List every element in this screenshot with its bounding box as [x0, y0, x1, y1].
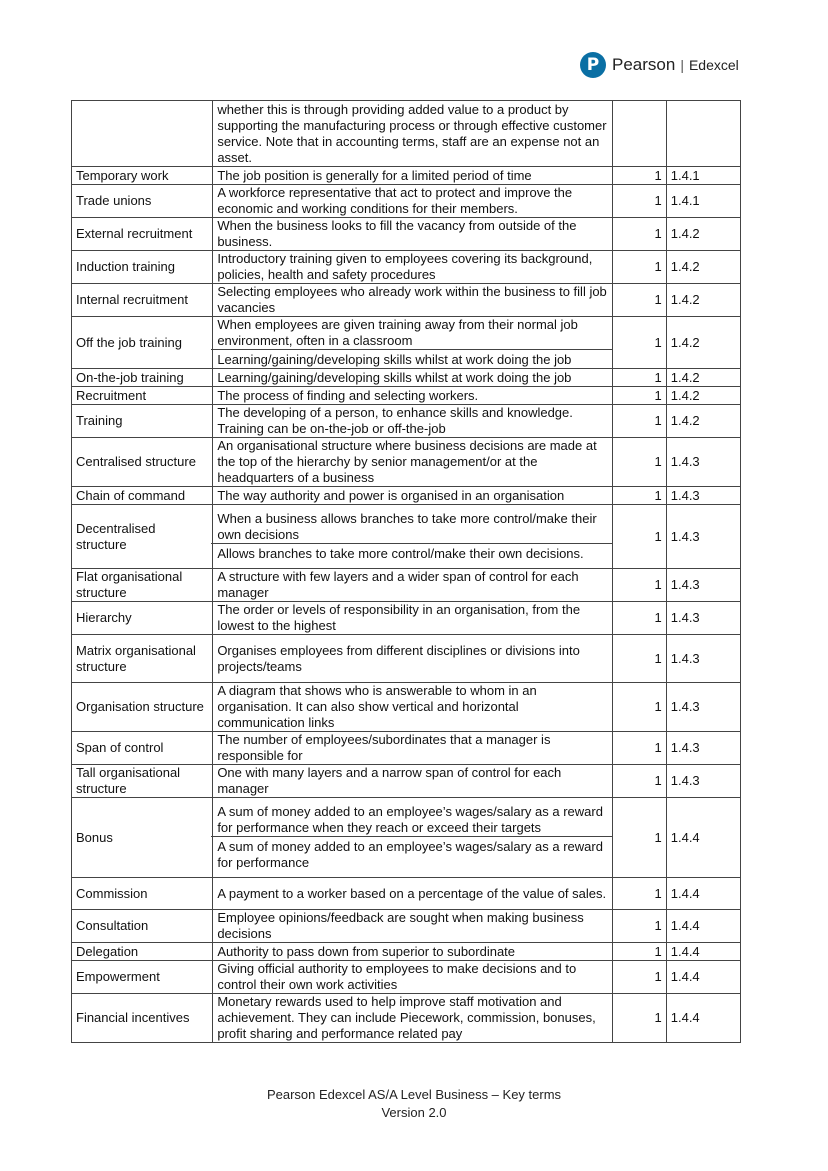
- table-row: [72, 369, 741, 387]
- level-cell: 1: [612, 961, 666, 994]
- table-row: [72, 387, 741, 405]
- definition-cell: [213, 602, 613, 635]
- definition-cell: [213, 961, 613, 994]
- spec-ref-cell: 1.4.3: [666, 438, 740, 487]
- level-cell: 1: [612, 387, 666, 405]
- table-row: [72, 569, 741, 602]
- spec-ref-cell: 1.4.2: [666, 251, 740, 284]
- table-row: [72, 101, 741, 167]
- spec-ref-cell: 1.4.4: [666, 878, 740, 910]
- definition-text: The job position is generally for a limited period of time: [217, 167, 532, 183]
- definition-cell: [213, 765, 613, 798]
- definition-cell: [213, 732, 613, 765]
- definition-text: Giving official authority to employees to make decisions and to control their own work activities: [217, 961, 577, 992]
- definition-text: whether this is through providing added value to a product by supporting the manufacturing process or through effective customer service. Note that in accounting terms, staff are an expense not an asset.: [217, 101, 607, 165]
- definition-text: Selecting employees who already work within the business to fill job vacancies: [217, 284, 607, 315]
- spec-ref-cell: 1.4.4: [666, 943, 740, 961]
- key-terms-table: [71, 100, 741, 1043]
- level-cell: 1: [612, 438, 666, 487]
- spec-ref-cell: 1.4.3: [666, 505, 740, 569]
- spec-ref-cell: 1.4.2: [666, 369, 740, 387]
- footer-title: Pearson Edexcel AS/A Level Business – Key terms: [266, 1087, 562, 1102]
- definition-text: The order or levels of responsibility in an organisation, from the lowest to the highest: [217, 602, 581, 633]
- term-cell: Delegation: [72, 943, 213, 961]
- definition-text: Learning/gaining/developing skills whilst at work doing the job: [211, 349, 612, 368]
- level-cell: 1: [612, 218, 666, 251]
- term-cell: Temporary work: [72, 167, 213, 185]
- definition-cell: [213, 943, 613, 961]
- definition-text: Learning/gaining/developing skills whilst at work doing the job: [217, 369, 572, 385]
- spec-ref-cell: 1.4.2: [666, 218, 740, 251]
- term-cell: Internal recruitment: [72, 284, 213, 317]
- definition-text: Introductory training given to employees covering its background, policies, health and safety procedures: [217, 251, 593, 282]
- sub-brand-name: Edexcel: [688, 57, 739, 73]
- table-row: [72, 438, 741, 487]
- level-cell: 1: [612, 910, 666, 943]
- term-cell: On-the-job training: [72, 369, 213, 387]
- table-row: [72, 683, 741, 732]
- definition-text: When a business allows branches to take more control/make their own decisions: [217, 511, 597, 542]
- definition-text: Allows branches to take more control/make their own decisions.: [211, 543, 612, 562]
- term-cell: Tall organisational structure: [72, 765, 213, 798]
- level-cell: 1: [612, 487, 666, 505]
- table-row: [72, 284, 741, 317]
- definition-text: Employee opinions/feedback are sought when making business decisions: [217, 910, 584, 941]
- definition-text: Authority to pass down from superior to subordinate: [217, 943, 516, 959]
- spec-ref-cell: 1.4.4: [666, 798, 740, 878]
- term-cell: Decentralised structure: [72, 505, 213, 569]
- table-row: [72, 251, 741, 284]
- definition-cell: [213, 218, 613, 251]
- level-cell: 1: [612, 765, 666, 798]
- level-cell: 1: [612, 798, 666, 878]
- level-cell: 1: [612, 284, 666, 317]
- definition-text: The way authority and power is organised in an organisation: [217, 487, 565, 503]
- pearson-logo-icon: P: [580, 52, 606, 78]
- spec-ref-cell: 1.4.3: [666, 569, 740, 602]
- spec-ref-cell: 1.4.1: [666, 167, 740, 185]
- level-cell: 1: [612, 878, 666, 910]
- definition-cell: [213, 185, 613, 218]
- level-cell: 1: [612, 317, 666, 369]
- table-row: [72, 405, 741, 438]
- definition-cell: [213, 798, 613, 878]
- level-cell: 1: [612, 405, 666, 438]
- term-cell: Consultation: [72, 910, 213, 943]
- table-row: [72, 635, 741, 683]
- spec-ref-cell: 1.4.3: [666, 602, 740, 635]
- definition-text: When the business looks to fill the vacancy from outside of the business.: [217, 218, 577, 249]
- definition-cell: [213, 387, 613, 405]
- spec-ref-cell: 1.4.4: [666, 961, 740, 994]
- definition-cell: [213, 405, 613, 438]
- page-footer: [0, 1086, 828, 1122]
- pearson-edexcel-logo: [580, 52, 739, 78]
- term-cell: Induction training: [72, 251, 213, 284]
- level-cell: 1: [612, 369, 666, 387]
- definition-text: A sum of money added to an employee’s wages/salary as a reward for performance when they reach or exceed their targets: [217, 804, 603, 835]
- definition-cell: [213, 101, 613, 167]
- term-cell: Commission: [72, 878, 213, 910]
- spec-ref-cell: 1.4.3: [666, 487, 740, 505]
- definition-text: A diagram that shows who is answerable to whom in an organisation. It can also show vertical and horizontal communication links: [217, 683, 537, 730]
- definition-cell: [213, 167, 613, 185]
- spec-ref-cell: 1.4.2: [666, 317, 740, 369]
- spec-ref-cell: 1.4.3: [666, 683, 740, 732]
- table-row: [72, 505, 741, 569]
- spec-ref-cell: 1.4.3: [666, 732, 740, 765]
- table-row: [72, 602, 741, 635]
- term-cell: External recruitment: [72, 218, 213, 251]
- definition-text: The number of employees/subordinates that a manager is responsible for: [217, 732, 551, 763]
- table-row: [72, 167, 741, 185]
- level-cell: 1: [612, 683, 666, 732]
- brand-name: Pearson: [612, 55, 676, 74]
- spec-ref-cell: [666, 101, 740, 167]
- level-cell: 1: [612, 185, 666, 218]
- term-cell: Organisation structure: [72, 683, 213, 732]
- footer-version: Version 2.0: [381, 1105, 447, 1120]
- level-cell: 1: [612, 167, 666, 185]
- term-cell: Hierarchy: [72, 602, 213, 635]
- table-row: [72, 732, 741, 765]
- level-cell: 1: [612, 505, 666, 569]
- term-cell: Training: [72, 405, 213, 438]
- definition-cell: [213, 251, 613, 284]
- level-cell: 1: [612, 732, 666, 765]
- key-terms-table-body: [72, 101, 741, 1043]
- spec-ref-cell: 1.4.2: [666, 405, 740, 438]
- definition-text: An organisational structure where business decisions are made at the top of the hierarchy by senior management/or at the headquarters of a business: [217, 438, 597, 485]
- definition-cell: [213, 910, 613, 943]
- definition-cell: [213, 487, 613, 505]
- level-cell: 1: [612, 635, 666, 683]
- definition-cell: [213, 994, 613, 1043]
- level-cell: 1: [612, 994, 666, 1043]
- term-cell: [72, 101, 213, 167]
- term-cell: Off the job training: [72, 317, 213, 369]
- term-cell: Matrix organisational structure: [72, 635, 213, 683]
- term-cell: Chain of command: [72, 487, 213, 505]
- definition-text: The developing of a person, to enhance skills and knowledge. Training can be on-the-job or off-the-job: [217, 405, 573, 436]
- term-cell: Span of control: [72, 732, 213, 765]
- definition-text: When employees are given training away from their normal job environment, often in a classroom: [217, 317, 578, 348]
- spec-ref-cell: 1.4.4: [666, 910, 740, 943]
- brand-separator: |: [680, 57, 684, 73]
- spec-ref-cell: 1.4.1: [666, 185, 740, 218]
- definition-text: The process of finding and selecting workers.: [217, 387, 479, 403]
- definition-cell: [213, 317, 613, 369]
- table-row: [72, 878, 741, 910]
- table-row: [72, 910, 741, 943]
- definition-cell: [213, 284, 613, 317]
- term-cell: Recruitment: [72, 387, 213, 405]
- definition-text: A sum of money added to an employee’s wages/salary as a reward for performance: [211, 836, 612, 871]
- level-cell: 1: [612, 602, 666, 635]
- table-row: [72, 765, 741, 798]
- level-cell: 1: [612, 943, 666, 961]
- table-row: [72, 317, 741, 369]
- definition-text: A payment to a worker based on a percentage of the value of sales.: [217, 885, 607, 901]
- term-cell: Empowerment: [72, 961, 213, 994]
- spec-ref-cell: 1.4.4: [666, 994, 740, 1043]
- definition-text: A workforce representative that act to protect and improve the economic and working conditions for their members.: [217, 185, 573, 216]
- definition-cell: [213, 635, 613, 683]
- definition-cell: [213, 369, 613, 387]
- spec-ref-cell: 1.4.3: [666, 635, 740, 683]
- definition-text: Monetary rewards used to help improve staff motivation and achievement. They can include Piecework, commission, bonuses, profit sharing and performance related pay: [217, 994, 596, 1041]
- definition-cell: [213, 438, 613, 487]
- level-cell: 1: [612, 251, 666, 284]
- table-row: [72, 943, 741, 961]
- term-cell: Bonus: [72, 798, 213, 878]
- spec-ref-cell: 1.4.2: [666, 387, 740, 405]
- spec-ref-cell: 1.4.3: [666, 765, 740, 798]
- level-cell: 1: [612, 569, 666, 602]
- definition-text: A structure with few layers and a wider span of control for each manager: [217, 569, 579, 600]
- term-cell: Flat organisational structure: [72, 569, 213, 602]
- level-cell: [612, 101, 666, 167]
- table-row: [72, 185, 741, 218]
- definition-text: Organises employees from different disciplines or divisions into projects/teams: [217, 642, 580, 674]
- spec-ref-cell: 1.4.2: [666, 284, 740, 317]
- definition-text: One with many layers and a narrow span of control for each manager: [217, 765, 562, 796]
- term-cell: Financial incentives: [72, 994, 213, 1043]
- table-row: [72, 961, 741, 994]
- definition-cell: [213, 683, 613, 732]
- table-row: [72, 798, 741, 878]
- definition-cell: [213, 878, 613, 910]
- table-row: [72, 218, 741, 251]
- table-row: [72, 487, 741, 505]
- table-row: [72, 994, 741, 1043]
- definition-cell: [213, 505, 613, 569]
- term-cell: Trade unions: [72, 185, 213, 218]
- definition-cell: [213, 569, 613, 602]
- term-cell: Centralised structure: [72, 438, 213, 487]
